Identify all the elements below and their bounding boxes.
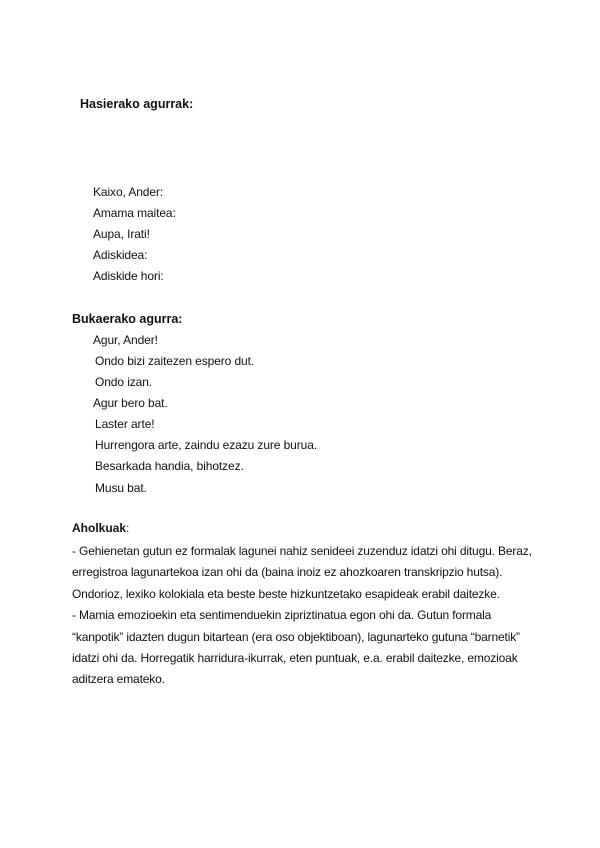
opening-greetings-title: Hasierako agurrak: [80,97,194,111]
tips-paragraph: - Gehienetan gutun ez formalak lagunei nahiz senideei zuzenduz idatzi ohi ditugu. Beraz, erregistroa lagunartekoa izan ohi da (baina inoiz ez ahozkoaren transkripzio hutsa). Ondorioz, lexiko kolokiala eta beste beste hizkuntzetako esapideak erabil daitezke. [72,544,532,601]
tips-body [72,541,542,691]
opening-greeting-item: Amama maitea: [93,206,176,220]
opening-greeting-item: Kaixo, Ander: [93,185,164,199]
tips-paragraph: - Mamia emozioekin eta sentimenduekin zipriztinatua egon ohi da. Gutun formala “kanpotik” idazten dugun bitartean (era oso objektiboan), lagunarteko gutuna “barnetik” idatzi ohi da. Horregatik harridura-ikurrak, eten puntuak, e.a. erabil daitezke, emozioak aditzera emateko. [72,608,520,687]
tips-title-text: Aholkuak [72,521,127,535]
closing-greetings-title: Bukaerako agurra: [72,312,183,326]
opening-greeting-item: Aupa, Irati! [93,227,150,241]
closing-greeting-item: Musu bat. [95,481,147,495]
closing-greeting-item: Ondo izan. [95,375,153,389]
closing-greeting-item: Hurrengora arte, zaindu ezazu zure burua. [95,438,318,452]
closing-greeting-item: Besarkada handia, bihotzez. [95,459,244,473]
closing-greeting-item: Laster arte! [95,417,155,431]
opening-greeting-item: Adiskidea: [93,248,148,262]
opening-greeting-item: Adiskide hori: [93,269,164,283]
tips-title-colon: : [126,521,130,535]
closing-greeting-item: Ondo bizi zaitezen espero dut. [95,354,255,368]
tips-title [72,521,129,535]
closing-greeting-item: Agur, Ander! [93,333,158,347]
closing-greeting-item: Agur bero bat. [93,396,168,410]
